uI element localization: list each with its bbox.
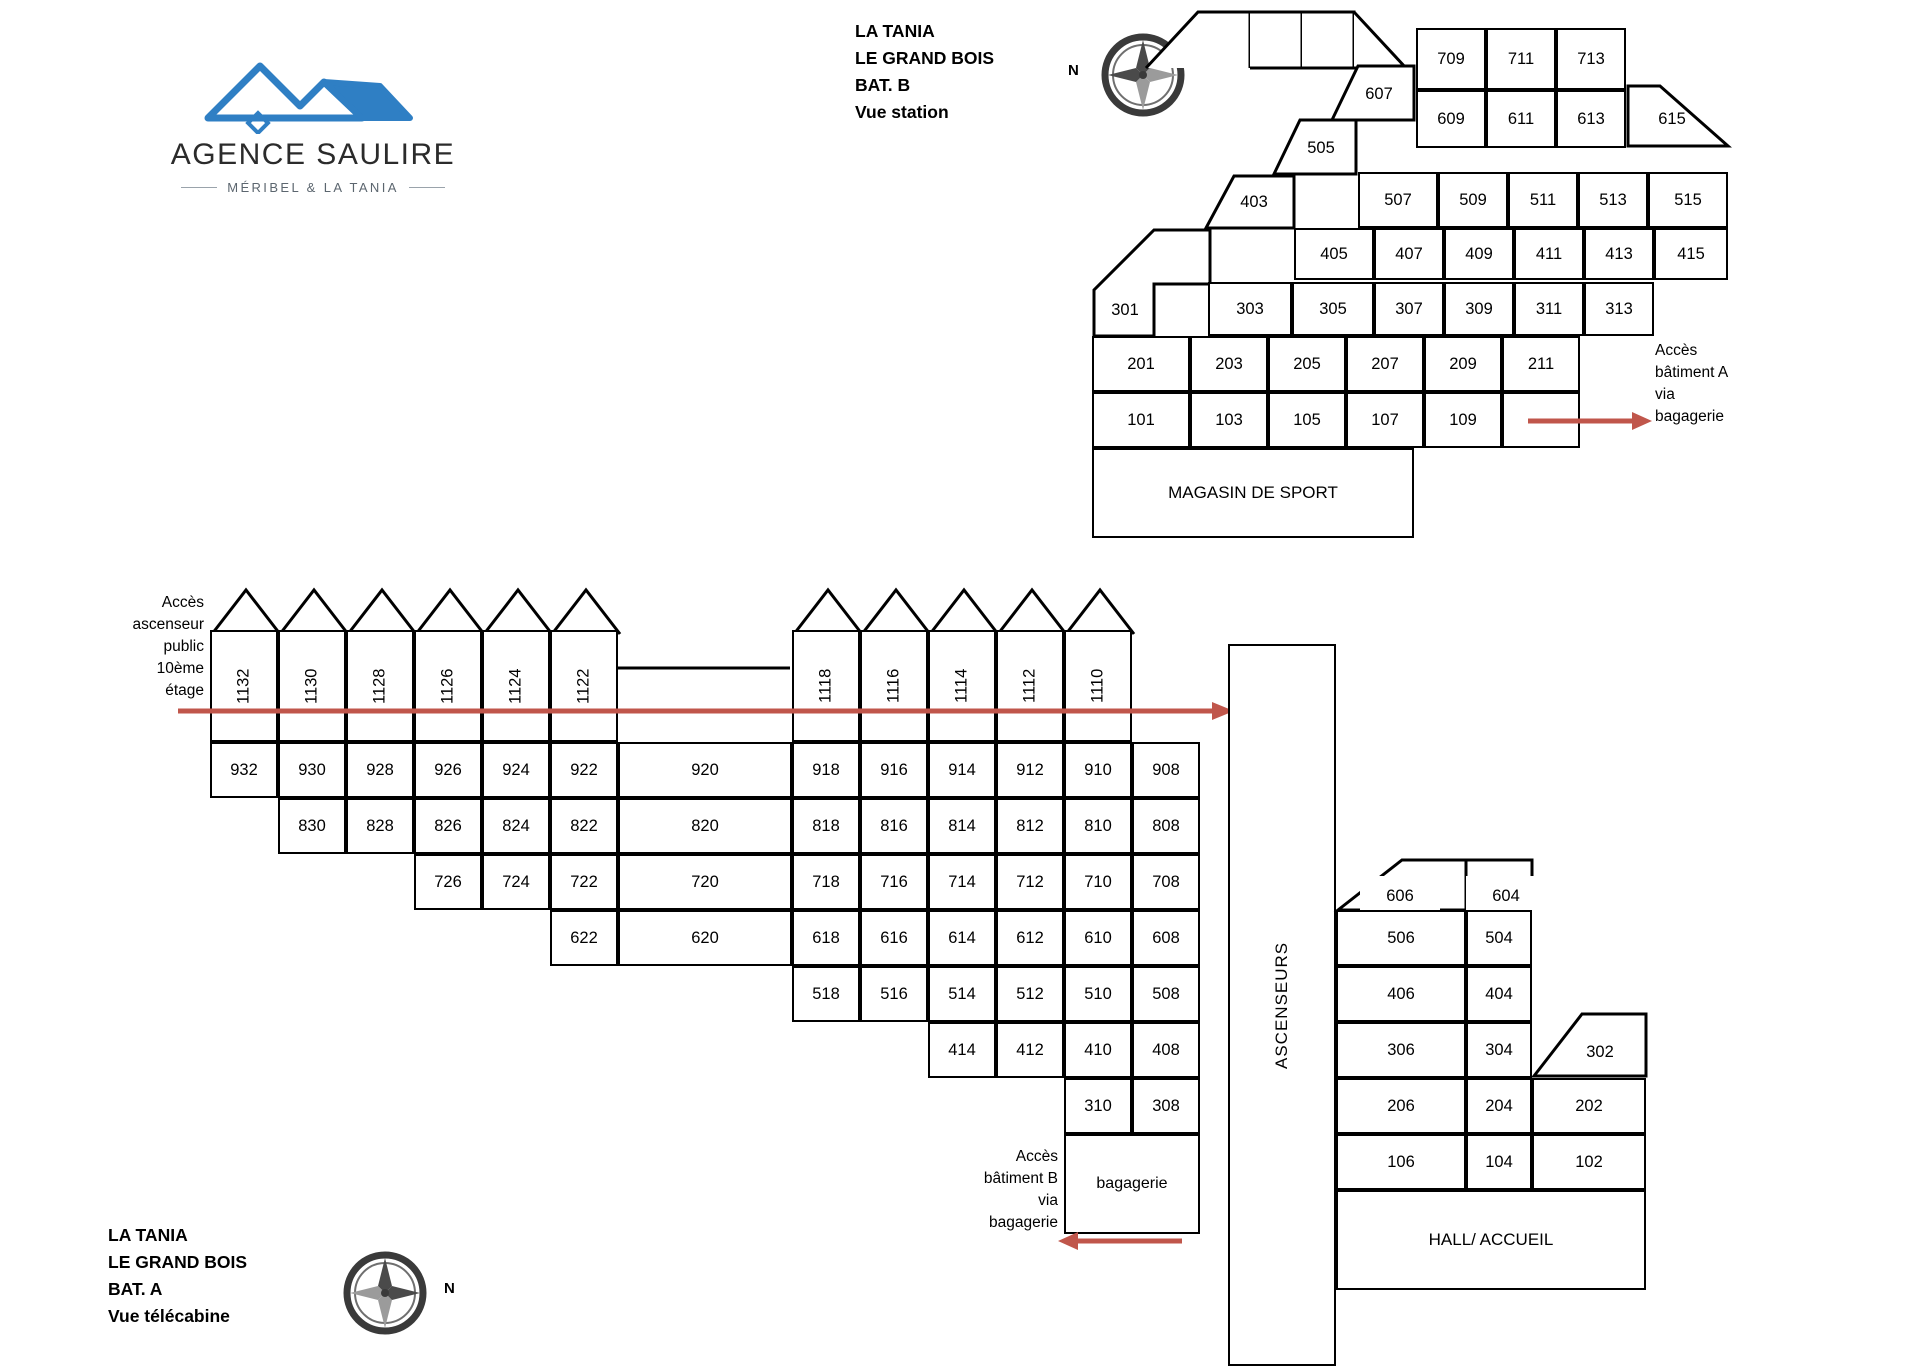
building-b-title-line-4: Vue station [855,102,949,122]
apt-403-shape [1204,172,1296,230]
apt-107: 107 [1346,392,1424,448]
apt-611: 611 [1486,90,1556,148]
apt-608: 608 [1132,910,1200,966]
access-b-line-3: via [1038,1192,1058,1209]
apt-307: 307 [1374,282,1444,336]
access-building-b-note [900,1146,1058,1234]
apt-413: 413 [1584,228,1654,280]
access-b-line-4: bagagerie [989,1214,1058,1231]
apt-622: 622 [550,910,618,966]
building-a-title-line-4: Vue télécabine [108,1306,230,1326]
apt-916: 916 [860,742,928,798]
building-b-title-line-2: LE GRAND BOIS [855,48,995,68]
apt-1110: 1110 [1064,630,1132,742]
compass-rose-icon [330,1238,440,1348]
apt-620: 620 [618,910,792,966]
magasin-de-sport: MAGASIN DE SPORT [1092,448,1414,538]
apt-722: 722 [550,854,618,910]
apt-708: 708 [1132,854,1200,910]
apt-512: 512 [996,966,1064,1022]
access-public-lift-arrow [178,698,1238,729]
mountain-icon [148,52,478,134]
apt-830: 830 [278,798,346,854]
apt-205: 205 [1268,336,1346,392]
apt-103: 103 [1190,392,1268,448]
apt-507: 507 [1358,172,1438,228]
apt-712: 712 [996,854,1064,910]
building-b-title-line-1: LA TANIA [855,21,935,41]
apt-613: 613 [1556,90,1626,148]
apt-302-shape [1532,1008,1648,1078]
apt-713: 713 [1556,28,1626,90]
building-b-title-line-3: BAT. B [855,75,911,95]
apt-709: 709 [1416,28,1486,90]
agency-name: AGENCE SAULIRE [170,138,456,171]
access-building-a-line-1: Accès [1655,342,1698,359]
apt-1114: 1114 [928,630,996,742]
apt-607: 607 [1365,84,1393,103]
apt-1132: 1132 [210,630,278,742]
apt-106: 106 [1336,1134,1466,1190]
apt-820: 820 [618,798,792,854]
apt-311: 311 [1514,282,1584,336]
hall-accueil: HALL/ ACCUEIL [1336,1190,1646,1290]
apt-912: 912 [996,742,1064,798]
apt-711: 711 [1486,28,1556,90]
apt-511: 511 [1508,172,1578,228]
building-a-title-line-2: LE GRAND BOIS [108,1252,248,1272]
apt-914: 914 [928,742,996,798]
apt-407: 407 [1374,228,1444,280]
apt-414: 414 [928,1022,996,1078]
apt-920: 920 [618,742,792,798]
apt-814: 814 [928,798,996,854]
apt-710: 710 [1064,854,1132,910]
access-lift-line-1: Accès [161,594,204,611]
apt-924: 924 [482,742,550,798]
apt-411: 411 [1514,228,1584,280]
agency-logo [148,52,478,195]
access-building-a-note [1655,340,1825,428]
apt-908: 908 [1132,742,1200,798]
apt-1116: 1116 [860,630,928,742]
apt-818: 818 [792,798,860,854]
apt-105: 105 [1268,392,1346,448]
apt-714: 714 [928,854,996,910]
access-building-a-line-2: bâtiment A [1655,364,1729,381]
access-b-line-1: Accès [1015,1148,1058,1165]
access-building-a-line-4: bagagerie [1655,408,1724,425]
apt-1122: 1122 [550,630,618,742]
access-lift-line-4: 10ème [156,660,204,677]
building-a-title-line-3: BAT. A [108,1279,163,1299]
apt-304: 304 [1466,1022,1532,1078]
access-building-a-line-3: via [1655,386,1675,403]
agency-subtitle: MÉRIBEL & LA TANIA [227,180,399,195]
apt-301: 301 [1111,300,1139,319]
apt-405: 405 [1294,228,1374,280]
agency-subtitle-row [148,180,478,195]
compass-a-north-label: N [444,1280,455,1297]
access-lift-line-5: étage [165,682,204,699]
access-building-b-arrow [1056,1228,1186,1259]
apt-812: 812 [996,798,1064,854]
building-b-title [855,18,994,126]
apt-926: 926 [414,742,482,798]
apt-412: 412 [996,1022,1064,1078]
apt-403: 403 [1240,192,1268,211]
apt-918: 918 [792,742,860,798]
access-building-a-arrow [1528,408,1654,439]
building-a-title [108,1222,247,1330]
apt-609: 609 [1416,90,1486,148]
building-a-title-line-1: LA TANIA [108,1225,188,1245]
apt-313: 313 [1584,282,1654,336]
access-lift-line-2: ascenseur [132,616,204,633]
apt-303: 303 [1208,282,1292,336]
apt-203: 203 [1190,336,1268,392]
apt-822: 822 [550,798,618,854]
apt-932: 932 [210,742,278,798]
apt-618: 618 [792,910,860,966]
apt-509: 509 [1438,172,1508,228]
apt-810: 810 [1064,798,1132,854]
apt-607-shape [1330,62,1416,122]
apt-206: 206 [1336,1078,1466,1134]
apt-301-shape [1092,228,1212,338]
access-b-line-2: bâtiment B [983,1170,1058,1187]
building-a-outer-outline [1192,640,1242,1370]
access-lift-line-3: public [163,638,204,655]
apt-404: 404 [1466,966,1532,1022]
access-public-lift-note [80,592,204,702]
apt-201: 201 [1092,336,1190,392]
apt-308: 308 [1132,1078,1200,1134]
apt-504: 504 [1466,910,1532,966]
apt-716: 716 [860,854,928,910]
apt-724: 724 [482,854,550,910]
apt-101: 101 [1092,392,1190,448]
apt-209: 209 [1424,336,1502,392]
apt-518: 518 [792,966,860,1022]
building-b-roof-outline [1080,8,1740,68]
apt-515: 515 [1648,172,1728,228]
apt-1126: 1126 [414,630,482,742]
apt-1128: 1128 [346,630,414,742]
compass-building-a [330,1238,455,1348]
apt-808: 808 [1132,798,1200,854]
apt-718: 718 [792,854,860,910]
building-a-left-roof [210,586,660,636]
divider-right [409,187,445,188]
apt-928: 928 [346,742,414,798]
apt-207: 207 [1346,336,1424,392]
apt-102: 102 [1532,1134,1646,1190]
apt-406: 406 [1336,966,1466,1022]
apt-306: 306 [1336,1022,1466,1078]
apt-720: 720 [618,854,792,910]
apt-410: 410 [1064,1022,1132,1078]
apt-826: 826 [414,798,482,854]
apt-1112: 1112 [996,630,1064,742]
apt-910: 910 [1064,742,1132,798]
apt-510: 510 [1064,966,1132,1022]
apt-104: 104 [1466,1134,1532,1190]
apt-604: 604 [1466,876,1546,916]
apt-614: 614 [928,910,996,966]
apt-1118: 1118 [792,630,860,742]
apt-610: 610 [1064,910,1132,966]
apt-211: 211 [1502,336,1580,392]
apt-506: 506 [1336,910,1466,966]
apt-922: 922 [550,742,618,798]
building-a-right-roof [792,586,1192,636]
apt-616: 616 [860,910,928,966]
apt-824: 824 [482,798,550,854]
apt-514: 514 [928,966,996,1022]
apt-415: 415 [1654,228,1728,280]
apt-828: 828 [346,798,414,854]
apt-615: 615 [1658,109,1686,128]
apt-310: 310 [1064,1078,1132,1134]
apt-505-shape [1272,116,1358,176]
apt-513: 513 [1578,172,1648,228]
apt-408: 408 [1132,1022,1200,1078]
apt-305: 305 [1292,282,1374,336]
apt-726: 726 [414,854,482,910]
apt-505: 505 [1307,138,1335,157]
apt-516: 516 [860,966,928,1022]
apt-1130: 1130 [278,630,346,742]
compass-b-north-label: N [1068,62,1079,79]
apt-409: 409 [1444,228,1514,280]
apt-204: 204 [1466,1078,1532,1134]
apt-606: 606 [1360,876,1440,916]
apt-508: 508 [1132,966,1200,1022]
apt-309: 309 [1444,282,1514,336]
apt-302: 302 [1586,1042,1614,1061]
apt-816: 816 [860,798,928,854]
apt-202: 202 [1532,1078,1646,1134]
apt-615-shape [1626,62,1730,148]
ascenseurs-shaft: ASCENSEURS [1228,644,1336,1366]
apt-109: 109 [1424,392,1502,448]
apt-1124: 1124 [482,630,550,742]
bagagerie-a: bagagerie [1064,1134,1200,1234]
apt-930: 930 [278,742,346,798]
apt-612: 612 [996,910,1064,966]
divider-left [181,187,217,188]
